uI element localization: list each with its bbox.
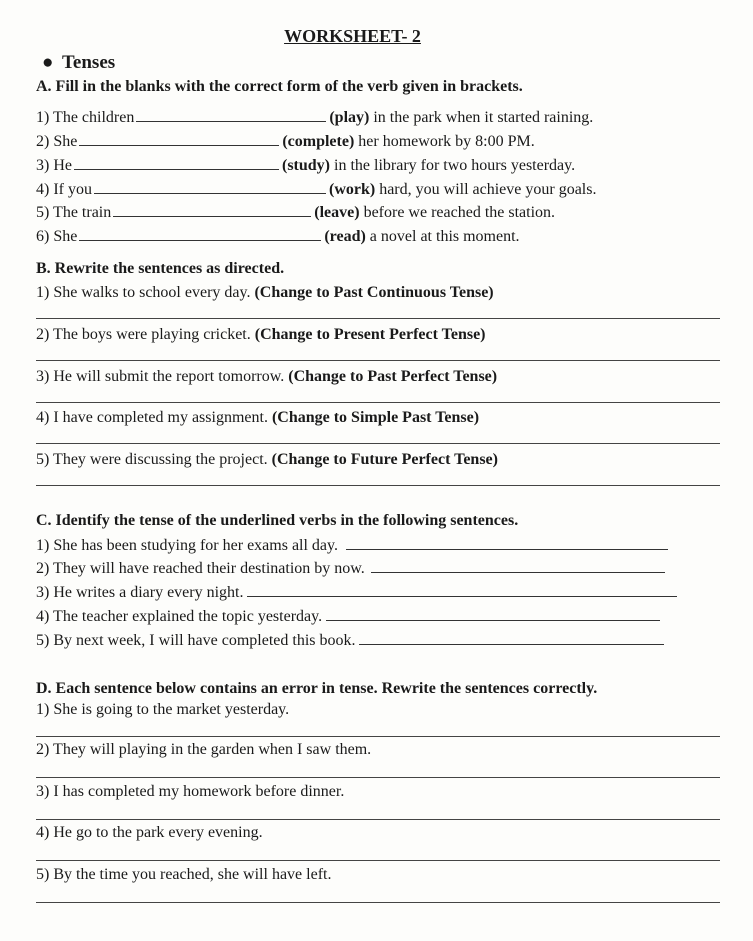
fill-blank-item: 4) If you (work) hard, you will achieve your goals.	[36, 181, 597, 198]
error-item: 1) She is going to the market yesterday.	[36, 701, 290, 718]
answer-line[interactable]	[36, 819, 720, 820]
answer-line[interactable]	[36, 360, 720, 361]
answer-line[interactable]	[36, 443, 720, 444]
bullet-icon: ●	[42, 52, 54, 73]
section-a-heading: A. Fill in the blanks with the correct form of the verb given in brackets.	[36, 78, 523, 95]
answer-blank[interactable]	[247, 584, 677, 597]
section-d-heading: D. Each sentence below contains an error in tense. Rewrite the sentences correctly.	[36, 680, 598, 697]
answer-blank[interactable]	[359, 632, 664, 645]
identify-item: 4) The teacher explained the topic yesterday.	[36, 608, 663, 626]
worksheet-title: WORKSHEET- 2	[284, 26, 421, 46]
fill-blank-item: 6) She (read) a novel at this moment.	[36, 228, 520, 245]
topic-label: Tenses	[62, 52, 116, 73]
answer-blank[interactable]	[326, 608, 660, 621]
answer-line[interactable]	[36, 736, 720, 737]
rewrite-item: 4) I have completed my assignment. (Change to Simple Past Tense)	[36, 409, 480, 426]
fill-blank-item: 5) The train (leave) before we reached the station.	[36, 204, 556, 221]
rewrite-item: 2) The boys were playing cricket. (Change to Present Perfect Tense)	[36, 326, 486, 343]
answer-blank[interactable]	[371, 560, 665, 573]
answer-blank[interactable]	[79, 228, 321, 241]
rewrite-item: 1) She walks to school every day. (Change to Past Continuous Tense)	[36, 284, 494, 301]
topic-heading	[42, 52, 115, 74]
answer-line[interactable]	[36, 485, 720, 486]
identify-item: 2) They will have reached their destination by now.	[36, 560, 668, 578]
identify-item: 3) He writes a diary every night.	[36, 584, 680, 602]
fill-blank-item: 1) The children (play) in the park when it started raining.	[36, 109, 594, 126]
error-item: 5) By the time you reached, she will have left.	[36, 866, 332, 883]
answer-line[interactable]	[36, 402, 720, 403]
answer-blank[interactable]	[346, 537, 668, 550]
answer-line[interactable]	[36, 777, 720, 778]
rewrite-item: 3) He will submit the report tomorrow. (Change to Past Perfect Tense)	[36, 368, 498, 385]
error-item: 4) He go to the park every evening.	[36, 824, 263, 841]
section-b-heading: B. Rewrite the sentences as directed.	[36, 260, 285, 277]
identify-item: 1) She has been studying for her exams all day.	[36, 537, 671, 555]
fill-blank-item: 2) She (complete) her homework by 8:00 PM.	[36, 133, 535, 150]
error-item: 2) They will playing in the garden when I saw them.	[36, 741, 372, 758]
answer-blank[interactable]	[113, 204, 311, 217]
answer-line[interactable]	[36, 860, 720, 861]
error-item: 3) I has completed my homework before dinner.	[36, 783, 345, 800]
section-c-heading: C. Identify the tense of the underlined verbs in the following sentences.	[36, 512, 519, 529]
answer-blank[interactable]	[74, 157, 279, 170]
answer-blank[interactable]	[94, 181, 326, 194]
rewrite-item: 5) They were discussing the project. (Change to Future Perfect Tense)	[36, 451, 498, 468]
fill-blank-item: 3) He (study) in the library for two hours yesterday.	[36, 157, 576, 174]
identify-item: 5) By next week, I will have completed this book.	[36, 632, 667, 650]
answer-line[interactable]	[36, 902, 720, 903]
answer-line[interactable]	[36, 318, 720, 319]
answer-blank[interactable]	[136, 109, 326, 122]
answer-blank[interactable]	[79, 133, 279, 146]
